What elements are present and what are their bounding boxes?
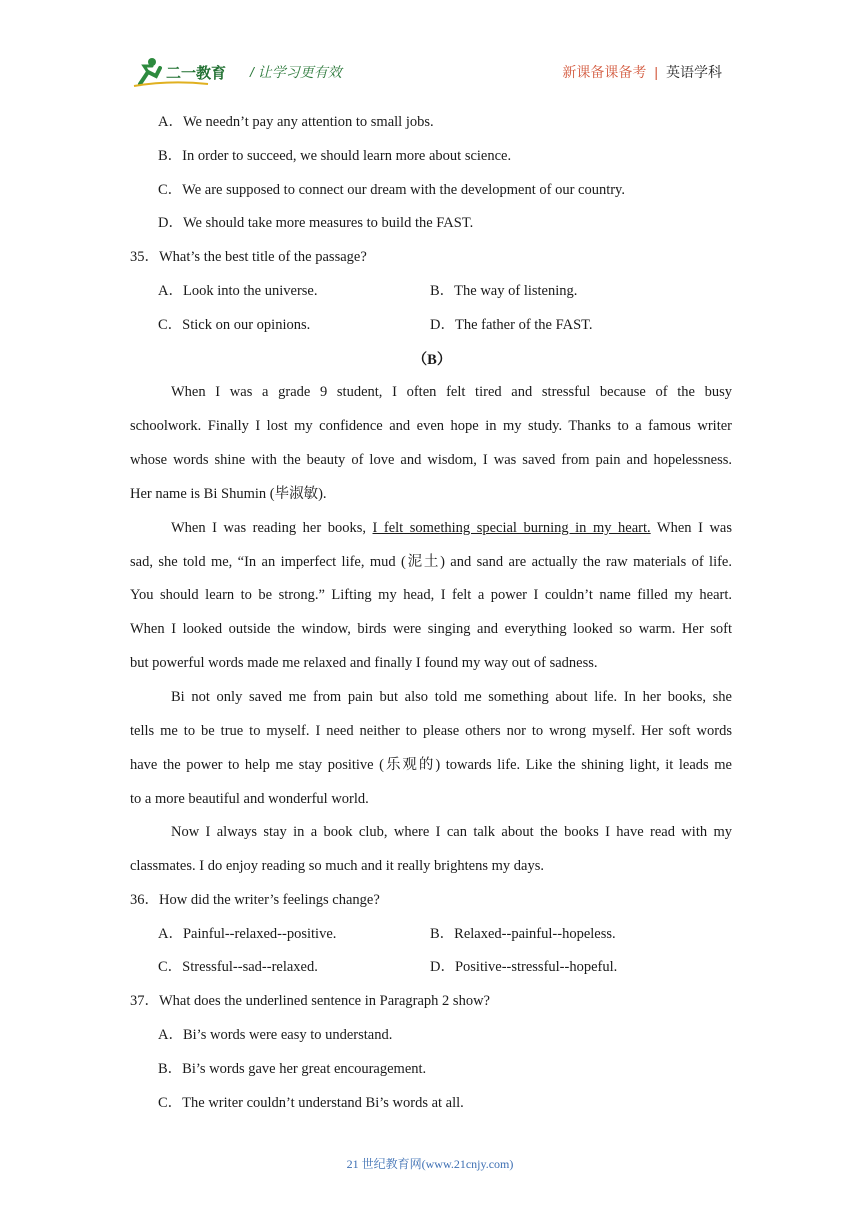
slogan: / 让学习更有效	[250, 64, 342, 80]
passage-line: but powerful words made me relaxed and finally I found my way out of sadness.	[130, 655, 598, 671]
page-header	[130, 54, 730, 90]
page-footer: 21 世纪教育网(www.21cnjy.com)	[346, 1157, 514, 1171]
passage-line: classmates. I do enjoy reading so much and it really brightens my days.	[130, 858, 544, 874]
q35-option-c: C．Stick on our opinions.	[158, 317, 311, 333]
q36-option-a: A．Painful--relaxed--positive.	[158, 926, 337, 942]
q37-option-c: C．The writer couldn’t understand Bi’s words at all.	[158, 1095, 464, 1111]
q37-option-a: A．Bi’s words were easy to understand.	[158, 1027, 393, 1043]
brand-text: 二一教育	[166, 64, 227, 82]
header-separator: |	[654, 64, 658, 80]
section-title: （B）	[412, 352, 452, 368]
header-tag-subject: 英语学科	[666, 64, 722, 80]
q36-option-d: D．Positive--stressful--hopeful.	[430, 959, 618, 975]
q34-option-d: D．We should take more measures to build the FAST.	[158, 215, 474, 231]
passage-line: tells me to be true to myself. I need neither to please others nor to wrong myself. Her soft words	[130, 723, 732, 739]
passage-line: Now I always stay in a book club, where I can talk about the books I have read with my	[171, 824, 732, 840]
q35-option-a: A．Look into the universe.	[158, 283, 318, 299]
passage-line	[171, 518, 732, 538]
q36-stem: 36．How did the writer’s feelings change?	[130, 892, 380, 908]
q36-option-b: B．Relaxed--painful--hopeless.	[430, 926, 616, 942]
brand-logo	[130, 54, 240, 90]
q35-option-d: D．The father of the FAST.	[430, 317, 593, 333]
q37-option-b: B．Bi’s words gave her great encouragement.	[158, 1061, 427, 1077]
passage-line: You should learn to be strong.” Lifting my head, I felt a power I couldn’t name filled my heart.	[130, 587, 732, 603]
runner-logo-icon	[130, 54, 240, 90]
passage-line: schoolwork. Finally I lost my confidence and even hope in my study. Thanks to a famous writer	[130, 418, 732, 434]
passage-line: Bi not only saved me from pain but also told me something about life. In her books, she	[171, 689, 732, 705]
q34-option-a: A．We needn’t pay any attention to small jobs.	[158, 114, 434, 130]
q37-stem: 37．What does the underlined sentence in Paragraph 2 show?	[130, 993, 490, 1009]
q35-option-b: B．The way of listening.	[430, 283, 578, 299]
q34-option-b: B．In order to succeed, we should learn more about science.	[158, 148, 512, 164]
passage-line: whose words shine with the beauty of love and wisdom, I was saved from pain and hopelessness.	[130, 452, 732, 468]
passage-text: When I was reading her books,	[171, 520, 373, 536]
header-tags	[562, 62, 722, 82]
q36-option-c: C．Stressful--sad--relaxed.	[158, 959, 318, 975]
passage-text: When I was	[650, 520, 732, 536]
passage-line: sad, she told me, “In an imperfect life, mud (泥土) and sand are actually the raw materials of life.	[130, 554, 732, 570]
q35-stem: 35．What’s the best title of the passage?	[130, 249, 367, 265]
header-tag-prep: 新课备课备考	[562, 64, 647, 80]
passage-line: When I looked outside the window, birds were singing and everything looked so warm. Her soft	[130, 621, 732, 637]
underlined-sentence: I felt something special burning in my heart.	[372, 520, 651, 536]
passage-line: to a more beautiful and wonderful world.	[130, 791, 369, 807]
passage-line: have the power to help me stay positive (乐观的) towards life. Like the shining light, it leads me	[130, 757, 732, 773]
passage-line: Her name is Bi Shumin (毕淑敏).	[130, 486, 327, 502]
q34-option-c: C．We are supposed to connect our dream with the development of our country.	[158, 182, 625, 198]
passage-line: When I was a grade 9 student, I often felt tired and stressful because of the busy	[171, 384, 732, 400]
